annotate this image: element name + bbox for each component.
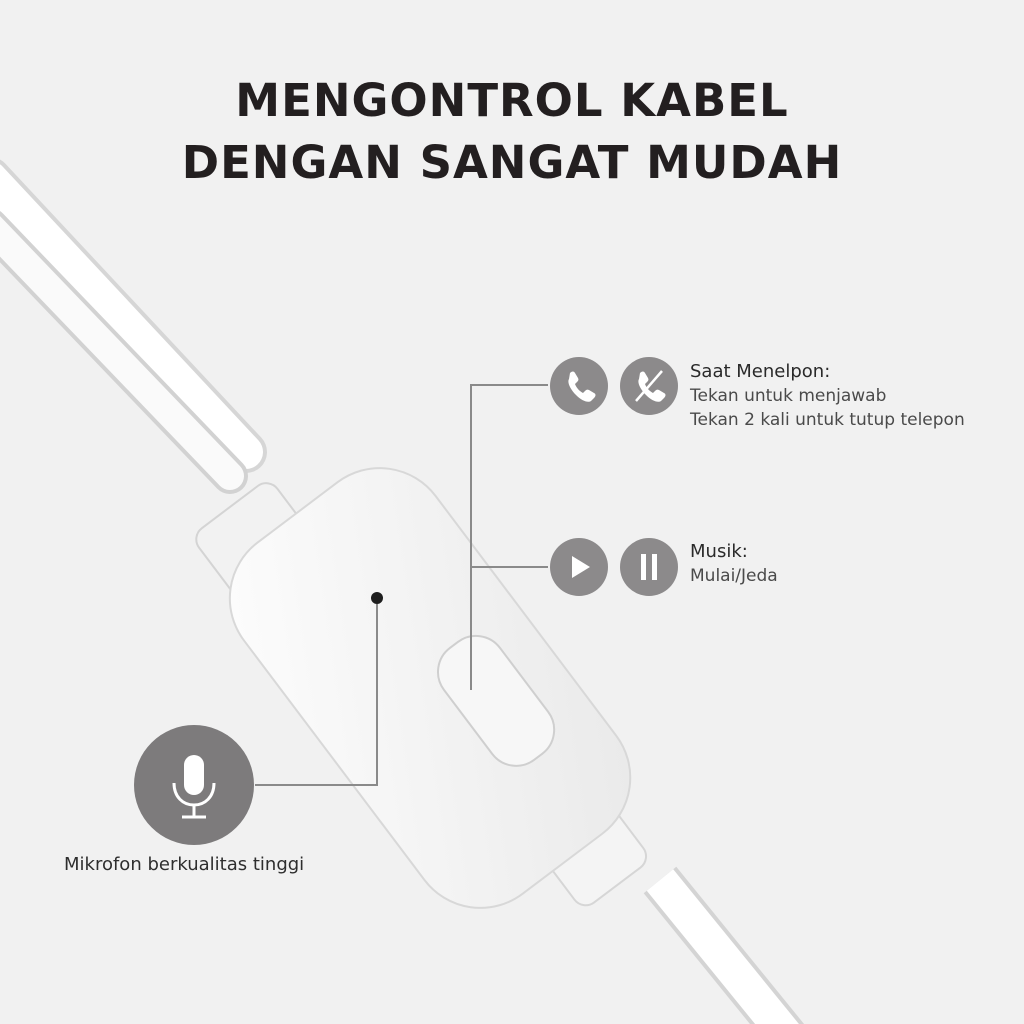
- music-heading: Musik:: [690, 541, 748, 562]
- call-heading: Saat Menelpon:: [690, 361, 831, 382]
- call-line-1: Tekan untuk menjawab: [690, 386, 887, 406]
- remote-control-body: [175, 404, 689, 976]
- music-line-1: Mulai/Jeda: [690, 566, 778, 586]
- phone-icon: [550, 357, 608, 415]
- microphone-icon: [134, 725, 254, 845]
- call-line-2: Tekan 2 kali untuk tutup telepon: [690, 410, 965, 430]
- mic-hole: [371, 592, 383, 604]
- play-icon: [550, 538, 608, 596]
- title-line-2: DENGAN SANGAT MUDAH: [181, 136, 843, 189]
- phone-hangup-icon: [620, 357, 678, 415]
- call-instructions: [690, 360, 965, 432]
- music-instructions: [690, 540, 778, 588]
- lower-cable: [660, 880, 790, 1024]
- page-title: [0, 70, 1024, 194]
- microphone-label: Mikrofon berkualitas tinggi: [64, 854, 305, 875]
- title-line-1: MENGONTROL KABEL: [235, 74, 789, 127]
- pause-icon: [620, 538, 678, 596]
- upper-cables: [0, 178, 246, 476]
